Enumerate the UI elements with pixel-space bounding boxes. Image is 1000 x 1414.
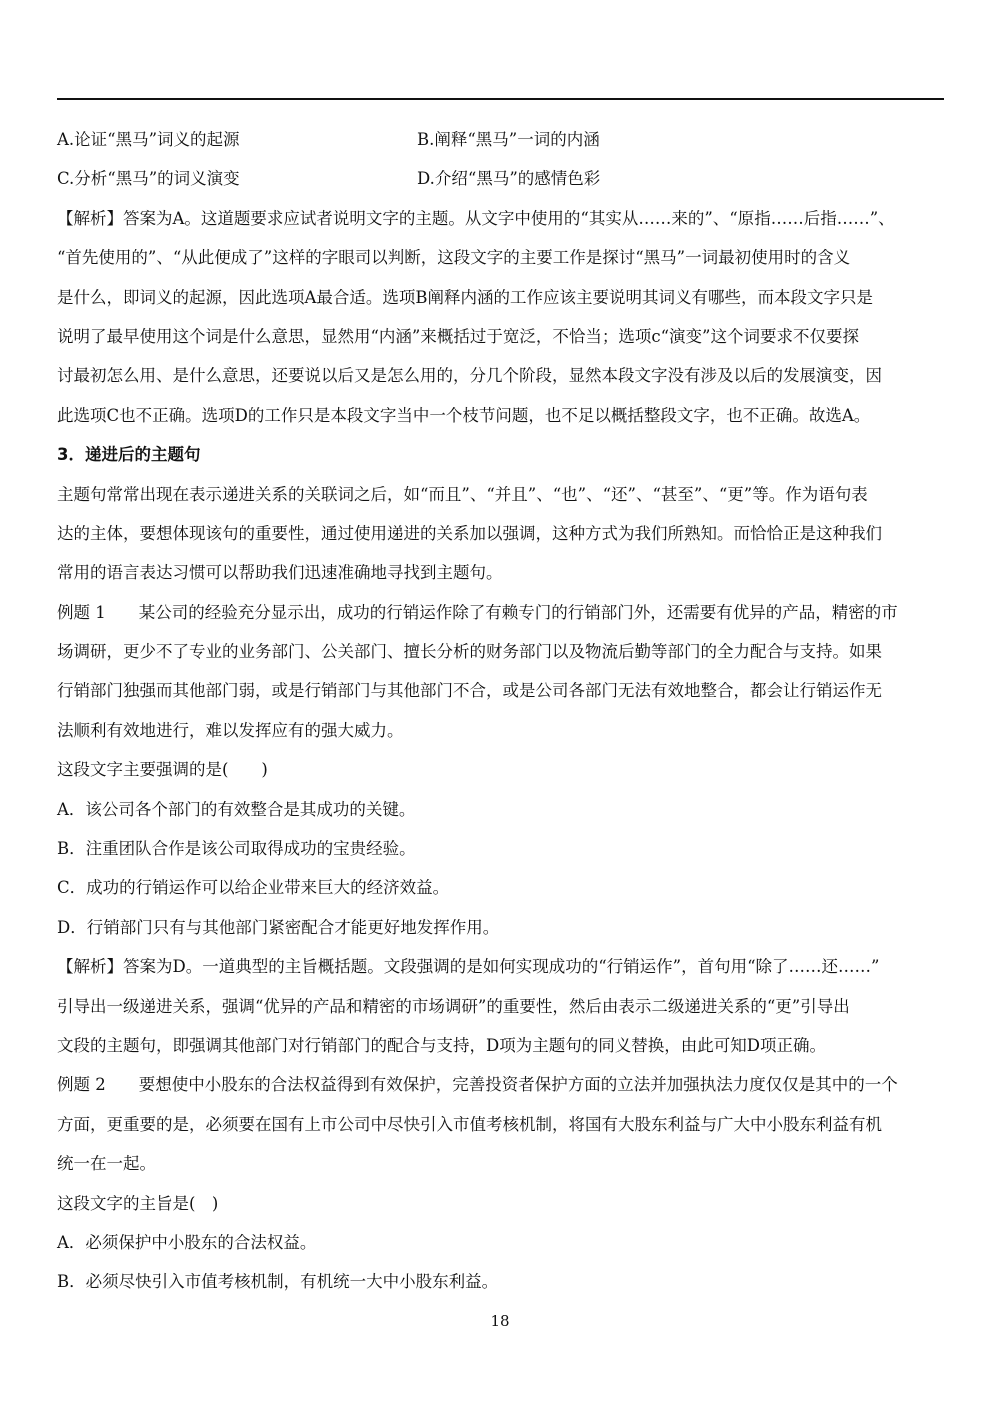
text-line: 文段的主题句，即强调其他部门对行销部门的配合与支持，D项为主题句的同义替换，由此可知D项正确。 bbox=[57, 1035, 826, 1055]
analysis-paragraph-1 bbox=[57, 199, 945, 435]
question-2-option-b: B．必须尽快引入市值考核机制，有机统一大中小股东利益。 bbox=[57, 1272, 499, 1292]
text-line: 此选项C也不正确。选项D的工作只是本段文字当中一个枝节问题，也不足以概括整段文字，也不正确。故选A。 bbox=[57, 405, 871, 425]
question-2-option-a: A．必须保护中小股东的合法权益。 bbox=[57, 1232, 317, 1252]
question-1-option-c: C．成功的行销运作可以给企业带来巨大的经济效益。 bbox=[57, 878, 450, 898]
page-content bbox=[57, 120, 945, 1302]
text-line: 场调研，更少不了专业的业务部门、公关部门、擅长分析的财务部门以及物流后勤等部门的全力配合与支持。如果 bbox=[57, 642, 882, 662]
options-row-2 bbox=[57, 159, 945, 198]
question-1: 这段文字主要强调的是( ) bbox=[57, 760, 268, 780]
option-c: C.分析“黑马”的词义演变 bbox=[57, 169, 240, 189]
example-1-paragraph bbox=[57, 593, 945, 751]
options-row-1 bbox=[57, 120, 945, 159]
intro-paragraph bbox=[57, 475, 945, 593]
option-b: B.阐释“黑马”一词的内涵 bbox=[417, 130, 600, 149]
analysis-paragraph-2 bbox=[57, 947, 945, 1065]
question-2: 这段文字的主旨是( ) bbox=[57, 1193, 219, 1213]
option-a: A.论证“黑马”词义的起源 bbox=[57, 130, 240, 149]
text-line: 法顺利有效地进行，难以发挥应有的强大威力。 bbox=[57, 720, 404, 740]
question-1-option-a: A．该公司各个部门的有效整合是其成功的关键。 bbox=[57, 799, 416, 819]
text-line: 【解析】答案为D。一道典型的主旨概括题。文段强调的是如何实现成功的“行销运作”，首句用“除了……还……” bbox=[57, 957, 880, 977]
question-1-option-b: B．注重团队合作是该公司取得成功的宝贵经验。 bbox=[57, 839, 416, 859]
text-line: 是什么，即词义的起源，因此选项A最合适。选项B阐释内涵的工作应该主要说明其词义有哪些，而本段文字只是 bbox=[57, 287, 874, 307]
text-line: 方面，更重要的是，必须要在国有上市公司中尽快引入市值考核机制，将国有大股东利益与广大中小股东利益有机 bbox=[57, 1114, 882, 1134]
text-line: 例题 2 要想使中小股东的合法权益得到有效保护，完善投资者保护方面的立法并加强执法力度仅仅是其中的一个 bbox=[57, 1075, 898, 1095]
text-line: 说明了最早使用这个词是什么意思，显然用“内涵”来概括过于宽泛，不恰当；选项c“演变”这个词要求不仅要探 bbox=[57, 326, 859, 346]
question-1-option-d: D．行销部门只有与其他部门紧密配合才能更好地发挥作用。 bbox=[57, 917, 500, 937]
text-line: 引导出一级递进关系，强调“优异的产品和精密的市场调研”的重要性，然后由表示二级递进关系的“更”引导出 bbox=[57, 996, 850, 1016]
header-rule bbox=[57, 98, 944, 100]
text-line: 主题句常常出现在表示递进关系的关联词之后，如“而且”、“并且”、“也”、“还”、“甚至”、“更”等。作为语句表 bbox=[57, 484, 868, 504]
text-line: 行销部门独强而其他部门弱，或是行销部门与其他部门不合，或是公司各部门无法有效地整合，都会让行销运作无 bbox=[57, 681, 882, 701]
text-line: 讨最初怎么用、是什么意思，还要说以后又是怎么用的，分几个阶段，显然本段文字没有涉及以后的发展演变，因 bbox=[57, 366, 882, 386]
option-d: D.介绍“黑马”的感情色彩 bbox=[417, 169, 601, 189]
text-line: 常用的语言表达习惯可以帮助我们迅速准确地寻找到主题句。 bbox=[57, 563, 503, 583]
text-line: 统一在一起。 bbox=[57, 1154, 156, 1174]
page-number: 18 bbox=[490, 1312, 510, 1330]
text-line: 【解析】答案为A。这道题要求应试者说明文字的主题。从文字中使用的“其实从……来的”、“原指……后指……”、 bbox=[57, 208, 895, 228]
section-heading: 3．递进后的主题句 bbox=[57, 445, 201, 465]
text-line: 例题 1 某公司的经验充分显示出，成功的行销运作除了有赖专门的行销部门外，还需要有优异的产品，精密的市 bbox=[57, 602, 898, 622]
text-line: “首先使用的”、“从此便成了”这样的字眼司以判断，这段文字的主要工作是探讨“黑马”一词最初使用时的含义 bbox=[57, 248, 851, 268]
example-2-paragraph bbox=[57, 1065, 945, 1183]
text-line: 达的主体，要想体现该句的重要性，通过使用递进的关系加以强调，这种方式为我们所熟知。而恰恰正是这种我们 bbox=[57, 523, 882, 543]
